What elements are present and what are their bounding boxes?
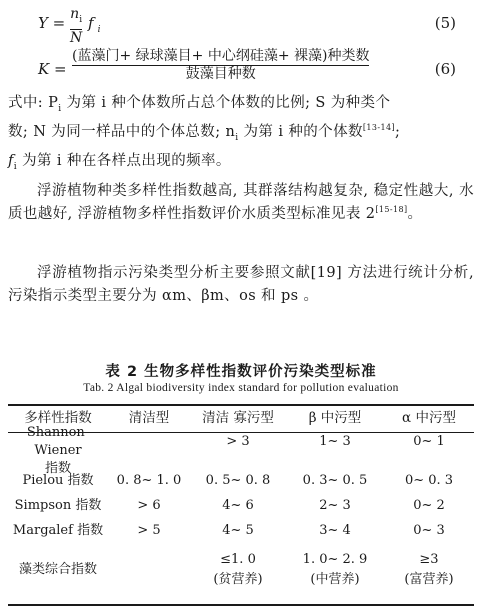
eq6-lhs: K = [38, 60, 67, 78]
row-margalef-oligo: 4~ 5 [222, 523, 254, 538]
def-line-1-a: 式中: P [8, 95, 59, 111]
table-subtitle: Tab. 2 Algal biodiversity index standard for pollution evaluation [83, 382, 399, 394]
row-pielou-oligo: 0. 5~ 0. 8 [205, 473, 271, 488]
row-simpson-clean: > 6 [137, 498, 161, 513]
paragraph-diversity-end: 。 [407, 206, 423, 222]
row-composite-beta-label: (中营养) [310, 572, 360, 587]
def-line-1 [8, 92, 474, 121]
header-alpha: α 中污型 [402, 410, 456, 426]
row-simpson-alpha: 0~ 2 [413, 498, 445, 513]
eq6-tag: (6) [434, 60, 456, 78]
row-shannon-oligo: > 3 [226, 434, 250, 449]
row-shannon-name-2: 指数 [44, 461, 71, 476]
row-simpson-name: Simpson 指数 [14, 498, 102, 513]
row-simpson-oligo: 4~ 6 [222, 498, 254, 513]
row-composite-oligo-value: ≤1. 0 [220, 552, 256, 567]
eq6-denominator: 鼓藻目种数 [185, 66, 256, 82]
equation-6 [0, 46, 482, 86]
eq5-tag: (5) [434, 14, 456, 32]
row-shannon-name-1: Shannon-Wiener [26, 425, 90, 458]
row-pielou-name: Pielou 指数 [22, 473, 94, 488]
def-line-2-c: ; [395, 123, 401, 140]
eq5-lhs: Y = [38, 14, 66, 32]
paragraph-diversity [8, 180, 474, 226]
def-line-1-b: 为第 i 种个体数所占总个体数的比例; S 为种类个 [61, 95, 391, 111]
header-beta: β 中污型 [308, 410, 362, 426]
paragraph-pollution-text: 浮游植物指示污染类型分析主要参照文献[19] 方法进行统计分析, 污染指示类型主要分为 αm、βm、os 和 ps 。 [8, 265, 474, 304]
row-margalef-beta: 3~ 4 [319, 523, 351, 538]
paragraph-diversity-text: 浮游植物种类多样性指数越高, 其群落结构越复杂, 稳定性越大, 水质也越好, 浮游植物多样性指数评价水质类型标准见表 2 [8, 183, 474, 222]
row-shannon-alpha: 0~ 1 [413, 434, 445, 449]
ref-13-14: [13-14] [362, 123, 395, 133]
def-line-1-sub: i [58, 103, 62, 114]
eq5-num-var: n [70, 6, 80, 22]
row-pielou-alpha: 0~ 0. 3 [404, 473, 454, 488]
def-line-3 [8, 150, 474, 179]
row-composite-alpha-value: ≥3 [419, 552, 439, 567]
equation-5 [0, 6, 482, 46]
def-line-2 [8, 121, 474, 150]
eq6-numerator: (蓝藻门+ 绿球藻目+ 中心纲硅藻+ 裸藻)种类数 [72, 48, 370, 64]
def-line-3-b: 为第 i 种在各样点出现的频率。 [17, 152, 231, 169]
header-clean: 清洁型 [128, 410, 170, 426]
row-composite-beta [286, 550, 384, 590]
row-simpson-beta: 2~ 3 [319, 498, 351, 513]
ref-15-18: [15-18] [375, 205, 408, 215]
def-line-3-sub: i [13, 161, 18, 172]
row-composite-alpha-label: (富营养) [404, 572, 454, 587]
row-composite-oligo-label: (贫营养) [213, 572, 263, 587]
table-top-rule [8, 404, 474, 406]
eq5-denominator [70, 30, 82, 47]
row-composite-beta-value: 1. 0~ 2. 9 [302, 552, 368, 567]
def-line-2-sub: i [235, 132, 239, 143]
paragraph-pollution [8, 262, 474, 308]
variable-definitions [8, 92, 474, 179]
row-shannon-beta: 1~ 3 [319, 434, 351, 449]
def-line-2-a: 数; N 为同一样品中的个体总数; n [8, 123, 236, 140]
row-margalef-alpha: 0~ 3 [413, 523, 445, 538]
eq5-tail-sub: i [97, 25, 101, 35]
eq5-tail [88, 14, 100, 35]
table-title: 表 2 生物多样性指数评价污染类型标准 [105, 364, 377, 380]
def-line-3-a: f [8, 152, 14, 169]
eq5-fraction [70, 6, 82, 47]
row-shannon-name [4, 424, 112, 478]
row-composite-oligo [190, 550, 286, 590]
eq5-num-sub: i [79, 14, 83, 25]
eq5-den-var: N [70, 29, 83, 46]
row-pielou-clean: 0. 8~ 1. 0 [116, 473, 182, 488]
row-composite-name: 藻类综合指数 [18, 562, 97, 577]
row-composite-alpha [384, 550, 474, 590]
header-oligo: 清洁 寡污型 [202, 410, 274, 426]
row-pielou-beta: 0. 3~ 0. 5 [302, 473, 368, 488]
eq5-numerator [70, 6, 82, 29]
eq6-fraction [72, 48, 369, 83]
eq5-tail-var: f [88, 14, 94, 32]
row-margalef-name: Margalef 指数 [12, 523, 104, 538]
def-line-2-b: 为第 i 种的个体数 [238, 123, 363, 140]
row-margalef-clean: > 5 [137, 523, 161, 538]
header-index: 多样性指数 [24, 410, 92, 426]
table-bottom-rule [8, 604, 474, 606]
